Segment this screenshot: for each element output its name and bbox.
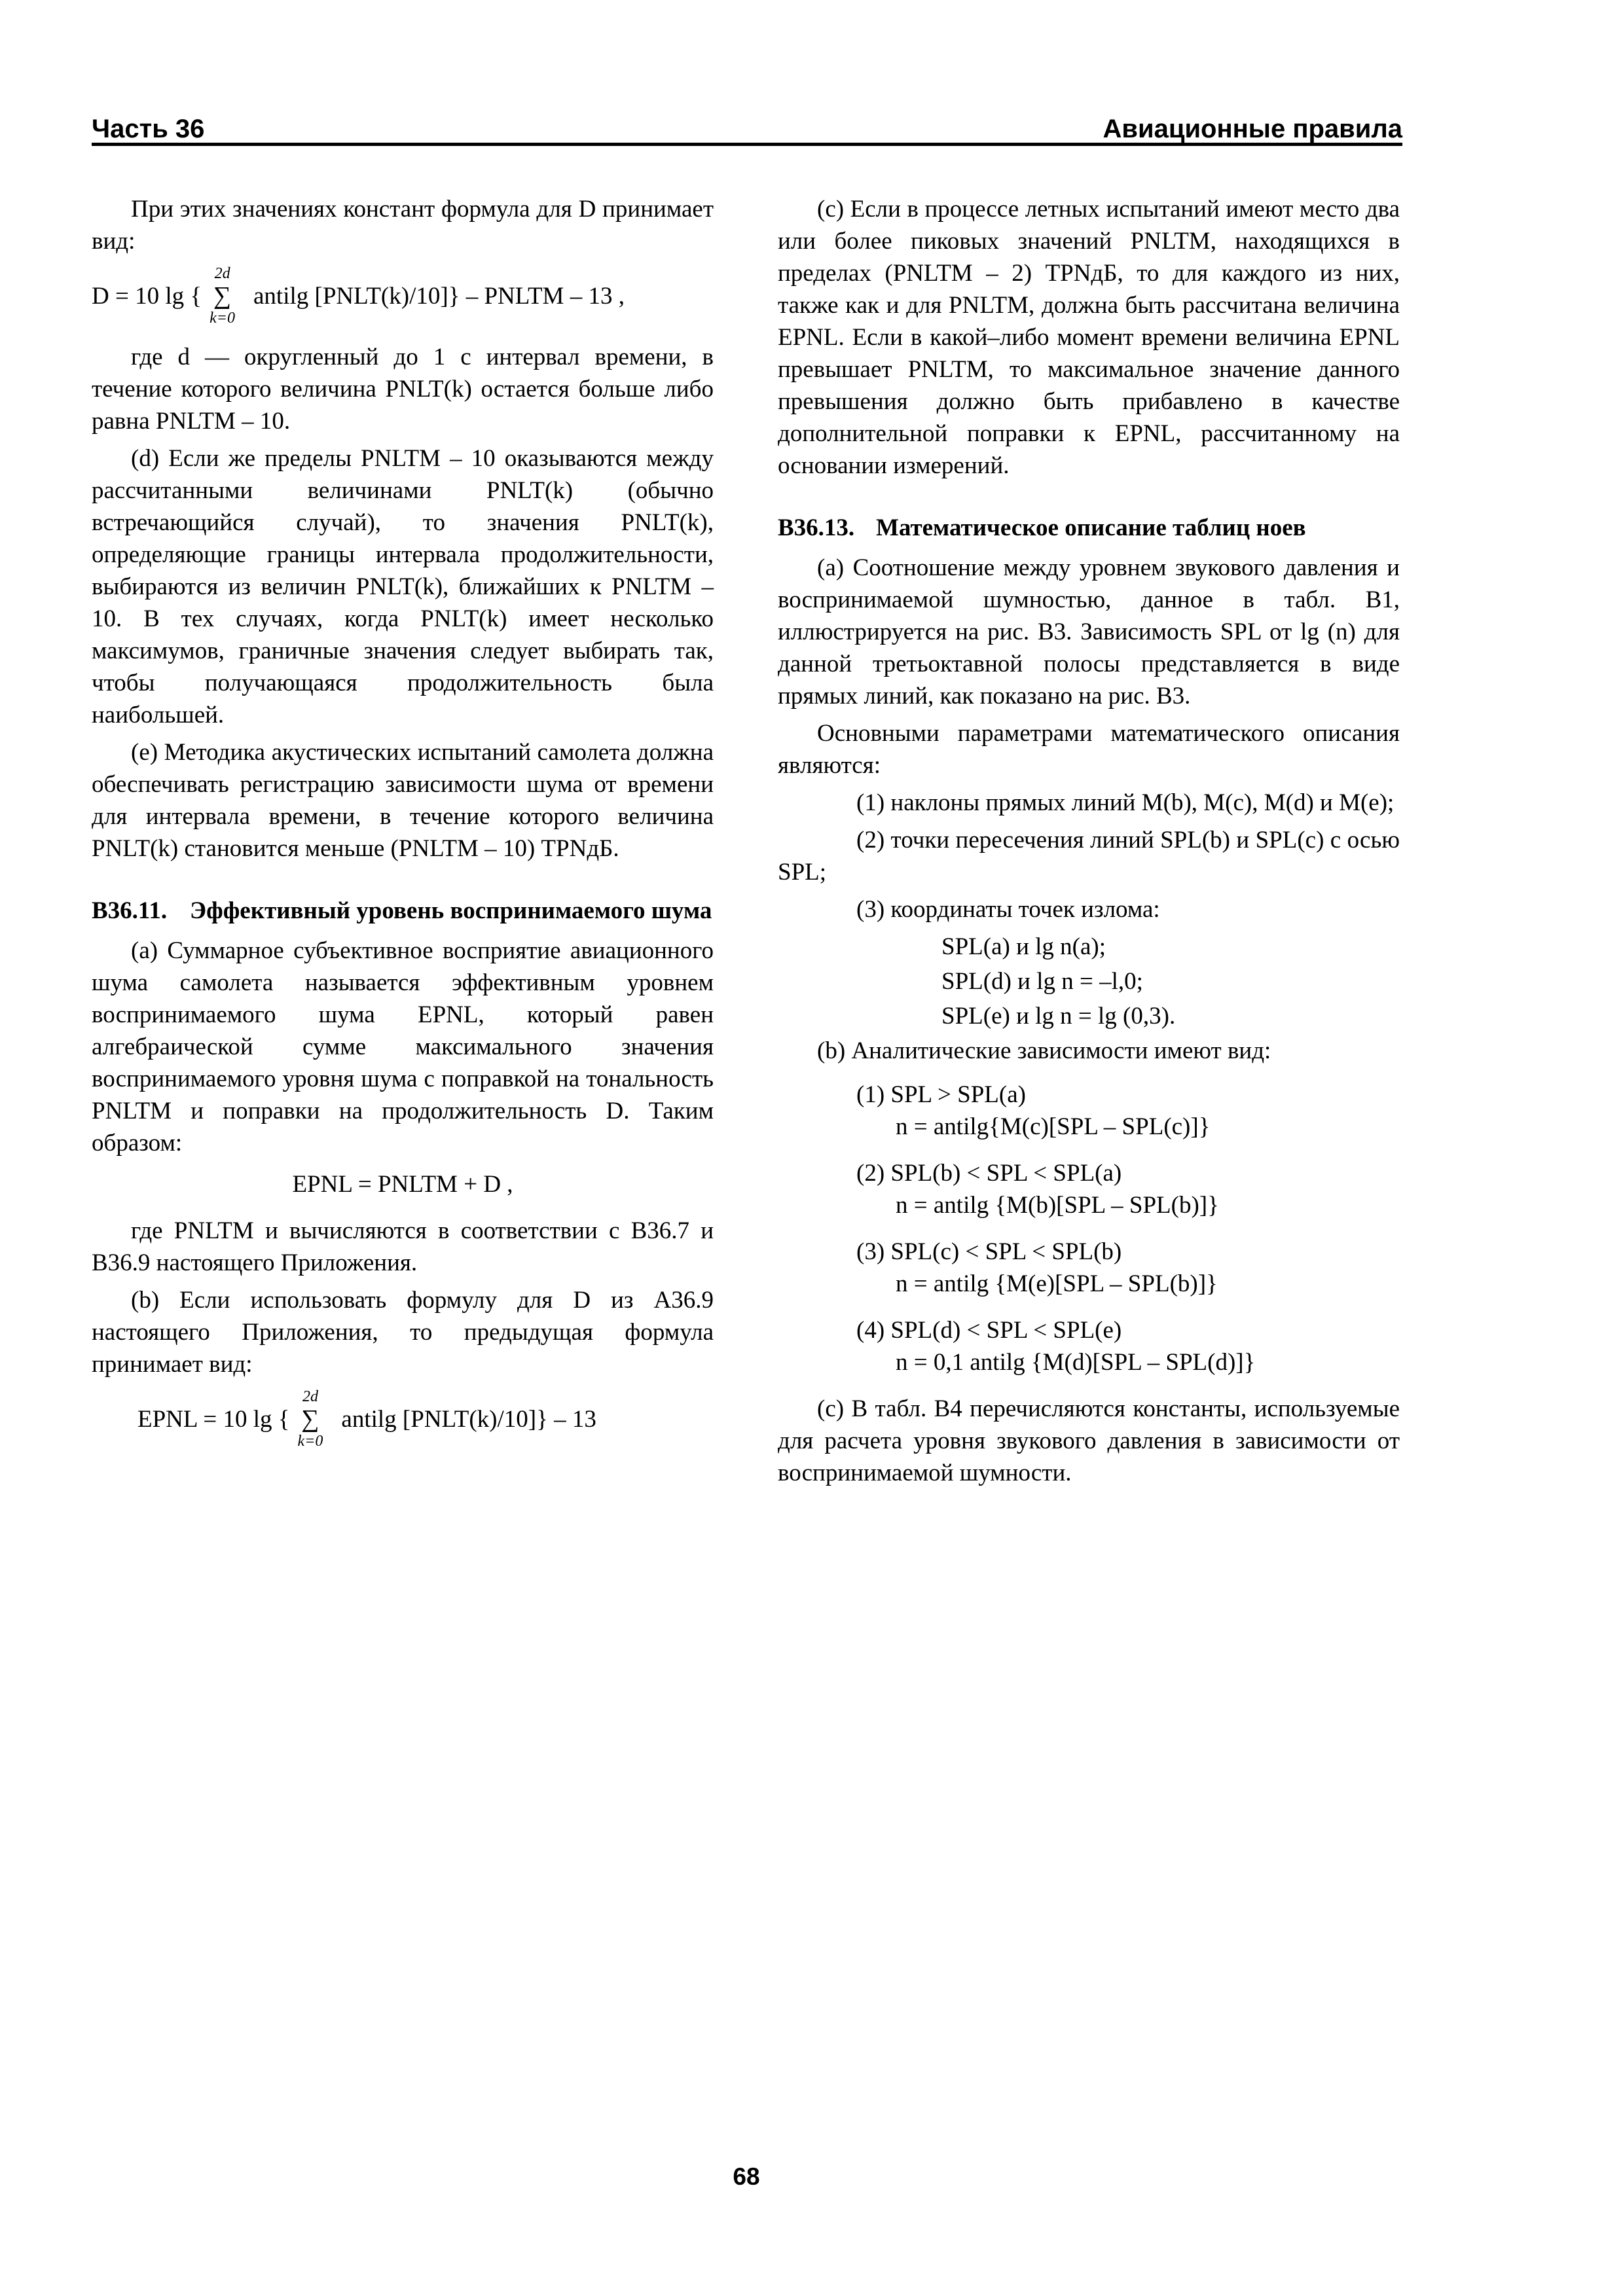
page-header — [92, 105, 1402, 144]
formula-d — [92, 262, 714, 329]
sum-upper-limit: 2d — [302, 1388, 318, 1405]
coordinate-line: SPL(e) и lg n = lg (0,3). — [941, 1003, 1176, 1030]
list-item: (1) наклоны прямых линий M(b), M(c), M(d) и M(e); — [856, 789, 1395, 816]
dependency-formula: n = antilg{M(c)[SPL – SPL(c)]} — [896, 1113, 1211, 1140]
dependency — [778, 1157, 1400, 1221]
left-column — [92, 193, 714, 1464]
coordinate-line: SPL(a) и lg n(a); — [941, 933, 1106, 960]
right-column — [778, 193, 1400, 1494]
paragraph: (a) Соотношение между уровнем звукового давления и воспринимаемой шумностью, данное в табл. В1, иллюстрируется на рис. В3. Зависимость SPL от lg (n) для данной третьоктавной полосы представляется в виде прямых линий, как показано на рис. В3. — [778, 554, 1400, 709]
paragraph: (d) Если же пределы PNLTM – 10 оказываются между рассчитанными величинами PNLT(k) (обычно встречающийся случай), то значения PNLT(k), определяющие границы интервала продолжительности, выбираются из величин PNLT(k), ближайших к PNLTM – 10. В тех случаях, когда PNLT(k) имеет несколько максимумов, граничные значения следует выбирать так, чтобы получающаяся продолжительность была наибольшей. — [92, 445, 714, 728]
paragraph: (b) Если использовать формулу для D из А36.9 настоящего Приложения, то предыдущая формула принимает вид: — [92, 1287, 714, 1378]
paragraph: (e) Методика акустических испытаний самолета должна обеспечивать регистрацию зависимости шума от времени для интервала времени, в течение которого величина PNLT(k) становится меньше (PNLTM – 10) TPNдБ. — [92, 739, 714, 862]
coordinate-line: SPL(d) и lg n = –l,0; — [941, 968, 1143, 995]
list-item: (2) точки пересечения линий SPL(b) и SPL(c) с осью SPL; — [778, 827, 1400, 886]
paragraph: где PNLTM и вычисляются в соответствии с В36.7 и В36.9 настоящего Приложения. — [92, 1217, 714, 1276]
formula-rhs: antilg [PNLT(k)/10]} – 13 — [341, 1405, 596, 1433]
dependency — [778, 1079, 1400, 1143]
paragraph: (a) Суммарное субъективное восприятие авиационного шума самолета называется эффективным уровнем воспринимаемого шума EPNL, который равен алгебраической сумме максимального значения воспринимаемого уровня шума с поправкой на тональность PNLTM и поправки на продолжительность D. Таким образом: — [92, 937, 714, 1157]
sum-upper-limit: 2d — [214, 265, 230, 282]
header-part-label: Часть 36 — [92, 115, 205, 143]
summation — [298, 1386, 323, 1452]
paragraph: (c) Если в процессе летных испытаний имеют место два или более пиковых значений PNLTM, находящихся в пределах (PNLTM – 2) TPNдБ, то для каждого из них, также как и для PNLTM, должна быть рассчитана величина EPNL. Если в какой–либо момент времени величина EPNL превышает PNLTM, то максимальное значение данного превышения должно быть прибавлено в качестве дополнительной поправки к EPNL, рассчитанному на основании измерений. — [778, 196, 1400, 479]
formula-epnl: EPNL = PNLTM + D , — [292, 1171, 513, 1198]
sum-lower-limit: k=0 — [297, 1433, 323, 1450]
paragraph: При этих значениях констант формула для D принимает вид: — [92, 196, 714, 255]
section-number: В36.11. — [92, 897, 168, 924]
paragraph: (b) Аналитические зависимости имеют вид: — [817, 1037, 1271, 1064]
formula-lhs: D = 10 lg { — [92, 282, 202, 310]
dependency — [778, 1236, 1400, 1300]
section-heading — [778, 512, 1400, 544]
sum-lower-limit: k=0 — [210, 310, 235, 327]
dependency — [778, 1314, 1400, 1378]
dependency-formula: n = antilg {M(b)[SPL – SPL(b)]} — [896, 1192, 1219, 1219]
formula-epnl-sum — [92, 1386, 714, 1452]
section-title: Математическое описание таблиц ноев — [876, 514, 1306, 541]
sigma-symbol: ∑ — [301, 1405, 319, 1433]
section-number: В36.13. — [778, 514, 855, 541]
page-number: 68 — [733, 2163, 760, 2190]
paragraph: где d — округленный до 1 с интервал времени, в течение которого величина PNLT(k) остается больше либо равна PNLTM – 10. — [92, 344, 714, 435]
section-heading — [92, 895, 714, 927]
formula-lhs: EPNL = 10 lg { — [137, 1405, 290, 1433]
dependency-condition: (2) SPL(b) < SPL < SPL(a) — [856, 1160, 1122, 1187]
formula-rhs: antilg [PNLT(k)/10]} – PNLTM – 13 , — [253, 282, 625, 310]
dependency-formula: n = 0,1 antilg {M(d)[SPL – SPL(d)]} — [896, 1349, 1256, 1376]
header-document-title: Авиационные правила — [1103, 115, 1402, 143]
dependency-condition: (1) SPL > SPL(a) — [856, 1081, 1026, 1108]
dependency-formula: n = antilg {M(e)[SPL – SPL(b)]} — [896, 1270, 1218, 1297]
summation — [210, 262, 235, 329]
list-item: (3) координаты точек излома: — [856, 896, 1160, 923]
header-rule — [92, 143, 1402, 146]
dependency-condition: (3) SPL(c) < SPL < SPL(b) — [856, 1238, 1122, 1265]
paragraph: Основными параметрами математического описания являются: — [778, 720, 1400, 779]
section-title: Эффективный уровень воспринимаемого шума — [190, 897, 712, 924]
dependency-condition: (4) SPL(d) < SPL < SPL(e) — [856, 1317, 1122, 1344]
sigma-symbol: ∑ — [213, 282, 232, 310]
paragraph: (c) В табл. В4 перечисляются константы, используемые для расчета уровня звукового давления в зависимости от воспринимаемой шумности. — [778, 1395, 1400, 1486]
